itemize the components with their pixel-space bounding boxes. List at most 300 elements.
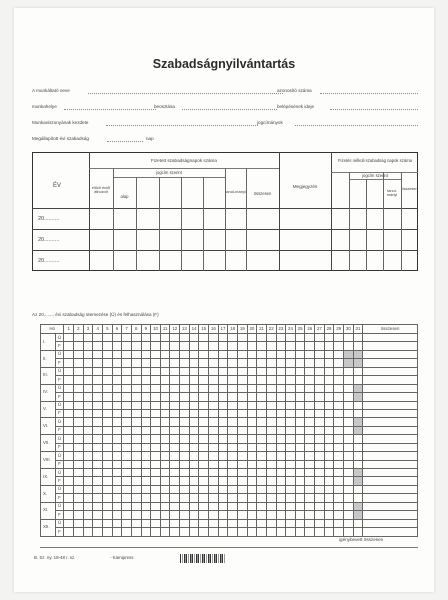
day-cell[interactable]	[151, 494, 161, 502]
day-cell[interactable]	[189, 334, 199, 342]
day-cell[interactable]	[257, 452, 267, 460]
day-cell[interactable]	[237, 494, 247, 502]
day-cell[interactable]	[257, 409, 267, 417]
day-cell[interactable]	[64, 485, 74, 493]
day-cell[interactable]	[276, 494, 286, 502]
day-cell[interactable]	[93, 519, 103, 527]
day-cell[interactable]	[276, 376, 286, 384]
day-cell[interactable]	[315, 435, 325, 443]
day-cell[interactable]	[131, 469, 141, 477]
day-cell[interactable]	[295, 384, 305, 392]
day-cell[interactable]	[131, 426, 141, 434]
row-total-cell[interactable]	[363, 418, 418, 426]
day-cell[interactable]	[122, 342, 132, 350]
day-cell[interactable]	[228, 426, 238, 434]
day-cell[interactable]	[93, 443, 103, 451]
day-cell[interactable]	[170, 452, 180, 460]
day-cell[interactable]	[305, 401, 315, 409]
day-cell[interactable]	[112, 342, 122, 350]
day-cell[interactable]	[228, 477, 238, 485]
day-cell[interactable]	[218, 418, 228, 426]
day-cell[interactable]	[228, 409, 238, 417]
day-cell[interactable]	[324, 511, 334, 519]
day-cell[interactable]	[199, 485, 209, 493]
day-cell[interactable]	[353, 418, 363, 426]
day-cell[interactable]	[122, 418, 132, 426]
day-cell[interactable]	[237, 376, 247, 384]
day-cell[interactable]	[209, 452, 219, 460]
day-cell[interactable]	[344, 359, 354, 367]
day-cell[interactable]	[305, 342, 315, 350]
day-cell[interactable]	[305, 418, 315, 426]
day-cell[interactable]	[160, 393, 170, 401]
day-cell[interactable]	[344, 418, 354, 426]
day-cell[interactable]	[218, 376, 228, 384]
day-cell[interactable]	[295, 435, 305, 443]
day-cell[interactable]	[257, 418, 267, 426]
day-cell[interactable]	[180, 477, 190, 485]
day-cell[interactable]	[266, 350, 276, 358]
day-cell[interactable]	[266, 418, 276, 426]
day-cell[interactable]	[141, 342, 151, 350]
day-cell[interactable]	[286, 367, 296, 375]
day-cell[interactable]	[141, 359, 151, 367]
day-cell[interactable]	[141, 443, 151, 451]
day-cell[interactable]	[151, 376, 161, 384]
day-cell[interactable]	[112, 376, 122, 384]
day-cell[interactable]	[131, 393, 141, 401]
day-cell[interactable]	[218, 443, 228, 451]
day-cell[interactable]	[122, 393, 132, 401]
day-cell[interactable]	[334, 393, 344, 401]
day-cell[interactable]	[209, 426, 219, 434]
day-cell[interactable]	[295, 494, 305, 502]
day-cell[interactable]	[228, 376, 238, 384]
day-cell[interactable]	[189, 393, 199, 401]
day-cell[interactable]	[324, 452, 334, 460]
day-cell[interactable]	[315, 519, 325, 527]
day-cell[interactable]	[93, 401, 103, 409]
day-cell[interactable]	[353, 485, 363, 493]
day-cell[interactable]	[237, 342, 247, 350]
day-cell[interactable]	[228, 435, 238, 443]
day-cell[interactable]	[131, 334, 141, 342]
day-cell[interactable]	[344, 452, 354, 460]
day-cell[interactable]	[93, 435, 103, 443]
day-cell[interactable]	[102, 384, 112, 392]
row-total-cell[interactable]	[363, 409, 418, 417]
day-cell[interactable]	[228, 401, 238, 409]
day-cell[interactable]	[93, 426, 103, 434]
day-cell[interactable]	[334, 367, 344, 375]
day-cell[interactable]	[247, 409, 257, 417]
day-cell[interactable]	[112, 469, 122, 477]
day-cell[interactable]	[102, 460, 112, 468]
day-cell[interactable]	[237, 401, 247, 409]
day-cell[interactable]	[315, 502, 325, 510]
day-cell[interactable]	[344, 426, 354, 434]
day-cell[interactable]	[286, 409, 296, 417]
row-total-cell[interactable]	[363, 376, 418, 384]
day-cell[interactable]	[305, 435, 315, 443]
row-total-cell[interactable]	[363, 384, 418, 392]
day-cell[interactable]	[151, 443, 161, 451]
day-cell[interactable]	[199, 334, 209, 342]
day-cell[interactable]	[170, 460, 180, 468]
day-cell[interactable]	[131, 477, 141, 485]
day-cell[interactable]	[218, 519, 228, 527]
day-cell[interactable]	[344, 393, 354, 401]
row-total-cell[interactable]	[363, 350, 418, 358]
day-cell[interactable]	[228, 384, 238, 392]
day-cell[interactable]	[160, 443, 170, 451]
day-cell[interactable]	[122, 528, 132, 536]
day-cell[interactable]	[276, 477, 286, 485]
row-total-cell[interactable]	[363, 435, 418, 443]
day-cell[interactable]	[324, 460, 334, 468]
day-cell[interactable]	[266, 409, 276, 417]
day-cell[interactable]	[160, 409, 170, 417]
day-cell[interactable]	[305, 469, 315, 477]
row-total-cell[interactable]	[363, 519, 418, 527]
day-cell[interactable]	[324, 528, 334, 536]
day-cell[interactable]	[257, 485, 267, 493]
day-cell[interactable]	[334, 401, 344, 409]
day-cell[interactable]	[344, 401, 354, 409]
day-cell[interactable]	[102, 443, 112, 451]
day-cell[interactable]	[305, 359, 315, 367]
day-cell[interactable]	[276, 418, 286, 426]
day-cell[interactable]	[315, 452, 325, 460]
day-cell[interactable]	[266, 342, 276, 350]
day-cell[interactable]	[295, 443, 305, 451]
day-cell[interactable]	[218, 477, 228, 485]
day-cell[interactable]	[286, 502, 296, 510]
day-cell[interactable]	[93, 342, 103, 350]
day-cell[interactable]	[305, 452, 315, 460]
day-cell[interactable]	[344, 443, 354, 451]
day-cell[interactable]	[344, 435, 354, 443]
day-cell[interactable]	[295, 367, 305, 375]
day-cell[interactable]	[353, 528, 363, 536]
day-cell[interactable]	[189, 485, 199, 493]
day-cell[interactable]	[112, 485, 122, 493]
day-cell[interactable]	[93, 418, 103, 426]
day-cell[interactable]	[257, 393, 267, 401]
day-cell[interactable]	[209, 409, 219, 417]
day-cell[interactable]	[170, 477, 180, 485]
day-cell[interactable]	[170, 435, 180, 443]
day-cell[interactable]	[228, 485, 238, 493]
day-cell[interactable]	[170, 485, 180, 493]
day-cell[interactable]	[237, 393, 247, 401]
day-cell[interactable]	[122, 384, 132, 392]
day-cell[interactable]	[315, 485, 325, 493]
workplace-line[interactable]	[64, 109, 156, 110]
day-cell[interactable]	[83, 376, 93, 384]
day-cell[interactable]	[93, 350, 103, 358]
day-cell[interactable]	[122, 443, 132, 451]
day-cell[interactable]	[122, 359, 132, 367]
day-cell[interactable]	[209, 502, 219, 510]
day-cell[interactable]	[247, 334, 257, 342]
day-cell[interactable]	[131, 367, 141, 375]
day-cell[interactable]	[64, 443, 74, 451]
day-cell[interactable]	[247, 477, 257, 485]
day-cell[interactable]	[160, 401, 170, 409]
day-cell[interactable]	[353, 376, 363, 384]
day-cell[interactable]	[237, 359, 247, 367]
day-cell[interactable]	[93, 452, 103, 460]
day-cell[interactable]	[334, 435, 344, 443]
day-cell[interactable]	[305, 519, 315, 527]
day-cell[interactable]	[74, 469, 84, 477]
day-cell[interactable]	[83, 342, 93, 350]
day-cell[interactable]	[151, 401, 161, 409]
day-cell[interactable]	[334, 485, 344, 493]
day-cell[interactable]	[64, 477, 74, 485]
day-cell[interactable]	[276, 443, 286, 451]
day-cell[interactable]	[353, 519, 363, 527]
day-cell[interactable]	[170, 359, 180, 367]
day-cell[interactable]	[334, 528, 344, 536]
day-cell[interactable]	[199, 359, 209, 367]
day-cell[interactable]	[344, 367, 354, 375]
day-cell[interactable]	[199, 426, 209, 434]
day-cell[interactable]	[266, 494, 276, 502]
day-cell[interactable]	[160, 485, 170, 493]
day-cell[interactable]	[189, 511, 199, 519]
day-cell[interactable]	[64, 528, 74, 536]
day-cell[interactable]	[93, 409, 103, 417]
day-cell[interactable]	[102, 494, 112, 502]
day-cell[interactable]	[189, 443, 199, 451]
day-cell[interactable]	[218, 426, 228, 434]
day-cell[interactable]	[180, 426, 190, 434]
day-cell[interactable]	[180, 393, 190, 401]
day-cell[interactable]	[247, 359, 257, 367]
day-cell[interactable]	[199, 528, 209, 536]
day-cell[interactable]	[83, 452, 93, 460]
day-cell[interactable]	[199, 511, 209, 519]
day-cell[interactable]	[180, 435, 190, 443]
day-cell[interactable]	[209, 376, 219, 384]
day-cell[interactable]	[151, 367, 161, 375]
day-cell[interactable]	[112, 418, 122, 426]
day-cell[interactable]	[64, 511, 74, 519]
day-cell[interactable]	[151, 350, 161, 358]
day-cell[interactable]	[151, 460, 161, 468]
day-cell[interactable]	[170, 502, 180, 510]
day-cell[interactable]	[305, 393, 315, 401]
day-cell[interactable]	[180, 367, 190, 375]
day-cell[interactable]	[180, 350, 190, 358]
day-cell[interactable]	[112, 502, 122, 510]
day-cell[interactable]	[83, 418, 93, 426]
day-cell[interactable]	[353, 426, 363, 434]
day-cell[interactable]	[209, 485, 219, 493]
day-cell[interactable]	[324, 519, 334, 527]
day-cell[interactable]	[199, 418, 209, 426]
day-cell[interactable]	[102, 393, 112, 401]
day-cell[interactable]	[266, 435, 276, 443]
day-cell[interactable]	[102, 477, 112, 485]
day-cell[interactable]	[141, 452, 151, 460]
day-cell[interactable]	[209, 359, 219, 367]
day-cell[interactable]	[334, 452, 344, 460]
day-cell[interactable]	[199, 409, 209, 417]
day-cell[interactable]	[93, 502, 103, 510]
day-cell[interactable]	[257, 469, 267, 477]
day-cell[interactable]	[189, 528, 199, 536]
day-cell[interactable]	[64, 334, 74, 342]
row-total-cell[interactable]	[363, 469, 418, 477]
day-cell[interactable]	[353, 469, 363, 477]
day-cell[interactable]	[131, 528, 141, 536]
day-cell[interactable]	[247, 502, 257, 510]
day-cell[interactable]	[237, 418, 247, 426]
day-cell[interactable]	[334, 350, 344, 358]
day-cell[interactable]	[93, 393, 103, 401]
row-total-cell[interactable]	[363, 477, 418, 485]
day-cell[interactable]	[170, 519, 180, 527]
day-cell[interactable]	[315, 367, 325, 375]
day-cell[interactable]	[102, 502, 112, 510]
day-cell[interactable]	[170, 443, 180, 451]
day-cell[interactable]	[266, 376, 276, 384]
day-cell[interactable]	[189, 502, 199, 510]
day-cell[interactable]	[266, 460, 276, 468]
day-cell[interactable]	[305, 384, 315, 392]
day-cell[interactable]	[324, 502, 334, 510]
day-cell[interactable]	[102, 376, 112, 384]
day-cell[interactable]	[112, 435, 122, 443]
day-cell[interactable]	[160, 418, 170, 426]
day-cell[interactable]	[295, 350, 305, 358]
day-cell[interactable]	[112, 359, 122, 367]
day-cell[interactable]	[83, 393, 93, 401]
day-cell[interactable]	[141, 494, 151, 502]
day-cell[interactable]	[315, 511, 325, 519]
day-cell[interactable]	[295, 485, 305, 493]
day-cell[interactable]	[295, 460, 305, 468]
day-cell[interactable]	[324, 359, 334, 367]
day-cell[interactable]	[131, 401, 141, 409]
day-cell[interactable]	[122, 469, 132, 477]
day-cell[interactable]	[64, 452, 74, 460]
day-cell[interactable]	[199, 435, 209, 443]
day-cell[interactable]	[344, 342, 354, 350]
day-cell[interactable]	[257, 342, 267, 350]
day-cell[interactable]	[295, 334, 305, 342]
day-cell[interactable]	[64, 469, 74, 477]
day-cell[interactable]	[257, 359, 267, 367]
day-cell[interactable]	[199, 350, 209, 358]
day-cell[interactable]	[276, 401, 286, 409]
day-cell[interactable]	[276, 334, 286, 342]
row-total-cell[interactable]	[363, 367, 418, 375]
day-cell[interactable]	[180, 452, 190, 460]
day-cell[interactable]	[74, 401, 84, 409]
day-cell[interactable]	[334, 418, 344, 426]
day-cell[interactable]	[324, 367, 334, 375]
day-cell[interactable]	[199, 443, 209, 451]
day-cell[interactable]	[228, 511, 238, 519]
day-cell[interactable]	[286, 452, 296, 460]
day-cell[interactable]	[83, 502, 93, 510]
day-cell[interactable]	[74, 359, 84, 367]
day-cell[interactable]	[237, 409, 247, 417]
day-cell[interactable]	[257, 519, 267, 527]
day-cell[interactable]	[151, 477, 161, 485]
day-cell[interactable]	[141, 435, 151, 443]
day-cell[interactable]	[64, 409, 74, 417]
day-cell[interactable]	[315, 443, 325, 451]
day-cell[interactable]	[74, 384, 84, 392]
day-cell[interactable]	[160, 426, 170, 434]
day-cell[interactable]	[141, 511, 151, 519]
day-cell[interactable]	[189, 435, 199, 443]
day-cell[interactable]	[151, 334, 161, 342]
day-cell[interactable]	[180, 418, 190, 426]
day-cell[interactable]	[180, 460, 190, 468]
day-cell[interactable]	[353, 409, 363, 417]
day-cell[interactable]	[295, 409, 305, 417]
day-cell[interactable]	[131, 342, 141, 350]
day-cell[interactable]	[344, 528, 354, 536]
row-total-cell[interactable]	[363, 460, 418, 468]
day-cell[interactable]	[237, 502, 247, 510]
day-cell[interactable]	[151, 359, 161, 367]
day-cell[interactable]	[151, 426, 161, 434]
employer-name-line[interactable]	[88, 93, 283, 94]
day-cell[interactable]	[180, 376, 190, 384]
day-cell[interactable]	[218, 435, 228, 443]
day-cell[interactable]	[93, 477, 103, 485]
day-cell[interactable]	[257, 384, 267, 392]
day-cell[interactable]	[180, 519, 190, 527]
day-cell[interactable]	[353, 334, 363, 342]
day-cell[interactable]	[315, 393, 325, 401]
day-cell[interactable]	[305, 528, 315, 536]
day-cell[interactable]	[257, 477, 267, 485]
day-cell[interactable]	[334, 426, 344, 434]
day-cell[interactable]	[170, 418, 180, 426]
day-cell[interactable]	[189, 409, 199, 417]
day-cell[interactable]	[160, 384, 170, 392]
day-cell[interactable]	[257, 502, 267, 510]
day-cell[interactable]	[218, 452, 228, 460]
day-cell[interactable]	[122, 477, 132, 485]
day-cell[interactable]	[180, 334, 190, 342]
day-cell[interactable]	[305, 502, 315, 510]
day-cell[interactable]	[189, 359, 199, 367]
day-cell[interactable]	[266, 502, 276, 510]
day-cell[interactable]	[180, 494, 190, 502]
day-cell[interactable]	[344, 384, 354, 392]
row-total-cell[interactable]	[363, 334, 418, 342]
day-cell[interactable]	[276, 435, 286, 443]
day-cell[interactable]	[83, 426, 93, 434]
day-cell[interactable]	[228, 359, 238, 367]
row-total-cell[interactable]	[363, 393, 418, 401]
day-cell[interactable]	[131, 511, 141, 519]
day-cell[interactable]	[122, 485, 132, 493]
day-cell[interactable]	[295, 401, 305, 409]
day-cell[interactable]	[344, 460, 354, 468]
day-cell[interactable]	[266, 359, 276, 367]
day-cell[interactable]	[218, 409, 228, 417]
